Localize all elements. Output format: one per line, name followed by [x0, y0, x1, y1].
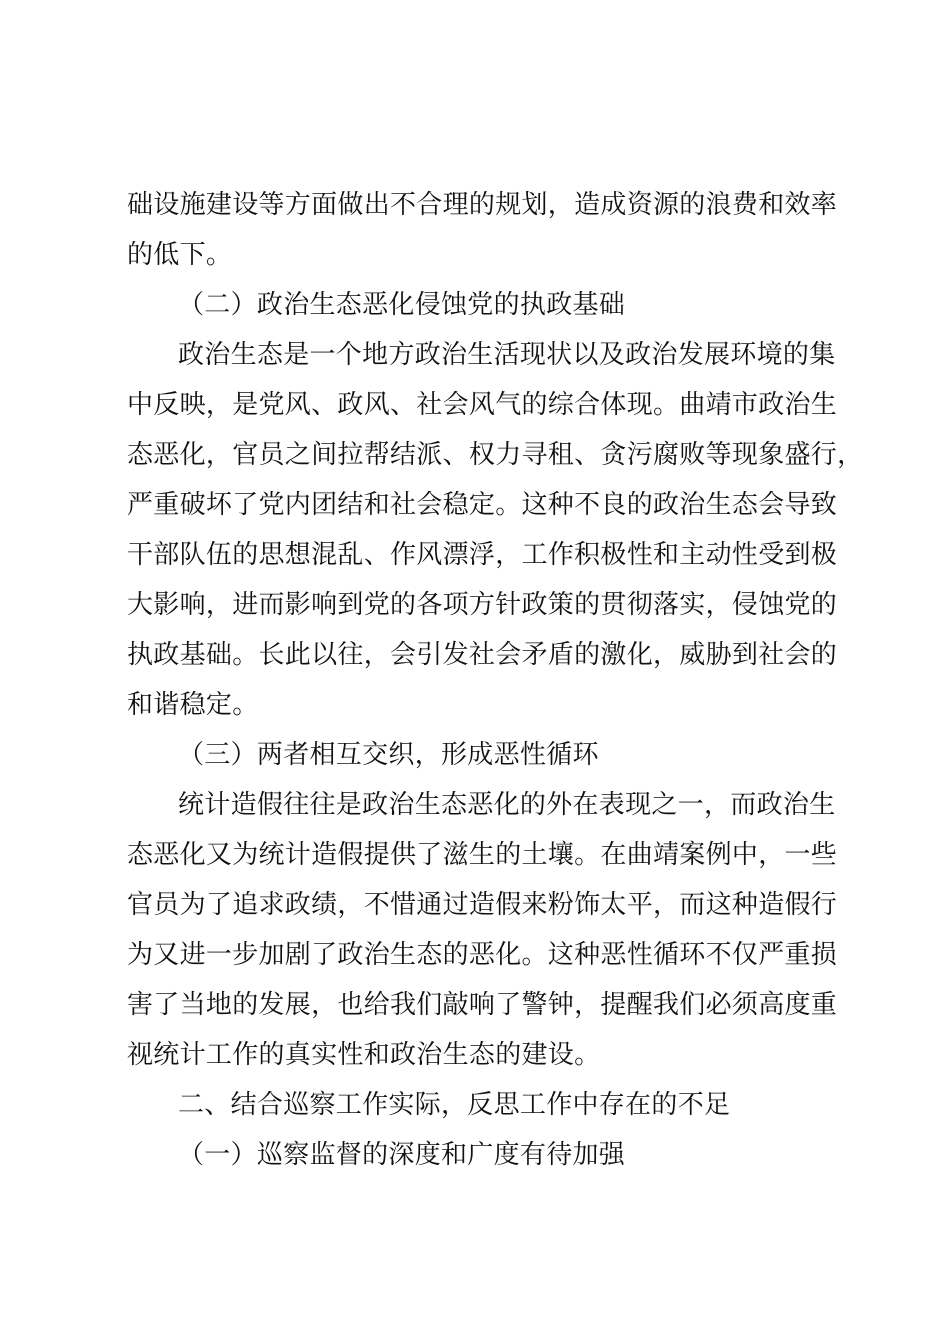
paragraph-line: 和谐稳定。 — [127, 690, 259, 720]
paragraph-line: 严重破坏了党内团结和社会稳定。这种不良的政治生态会导致 — [127, 490, 838, 520]
paragraph-line: 态恶化，官员之间拉帮结派、权力寻租、贪污腐败等现象盛行， — [127, 440, 864, 470]
section-heading: （三）两者相互交织，形成恶性循环 — [178, 740, 599, 770]
paragraph-line: 中反映，是党风、政风、社会风气的综合体现。曲靖市政治生 — [127, 390, 838, 420]
section-heading: （一）巡察监督的深度和广度有待加强 — [178, 1140, 626, 1170]
paragraph-line: 官员为了追求政绩，不惜通过造假来粉饰太平，而这种造假行 — [127, 890, 838, 920]
paragraph-line: 大影响，进而影响到党的各项方针政策的贯彻落实，侵蚀党的 — [127, 590, 838, 620]
paragraph-line: 害了当地的发展，也给我们敲响了警钟，提醒我们必须高度重 — [127, 990, 838, 1020]
paragraph-line: 视统计工作的真实性和政治生态的建设。 — [127, 1040, 601, 1070]
paragraph-line: 态恶化又为统计造假提供了滋生的土壤。在曲靖案例中，一些 — [127, 840, 838, 870]
paragraph-line: 执政基础。长此以往，会引发社会矛盾的激化，威胁到社会的 — [127, 640, 838, 670]
paragraph-line: 础设施建设等方面做出不合理的规划，造成资源的浪费和效率 — [127, 190, 838, 220]
chapter-heading: 二、结合巡察工作实际，反思工作中存在的不足 — [178, 1090, 731, 1120]
paragraph-line: 统计造假往往是政治生态恶化的外在表现之一，而政治生 — [178, 790, 836, 820]
paragraph-line: 的低下。 — [127, 240, 233, 270]
paragraph-line: 为又进一步加剧了政治生态的恶化。这种恶性循环不仅严重损 — [127, 940, 838, 970]
paragraph-line: 干部队伍的思想混乱、作风漂浮，工作积极性和主动性受到极 — [127, 540, 838, 570]
paragraph-line: 政治生态是一个地方政治生活现状以及政治发展环境的集 — [178, 340, 836, 370]
section-heading: （二）政治生态恶化侵蚀党的执政基础 — [178, 290, 626, 320]
